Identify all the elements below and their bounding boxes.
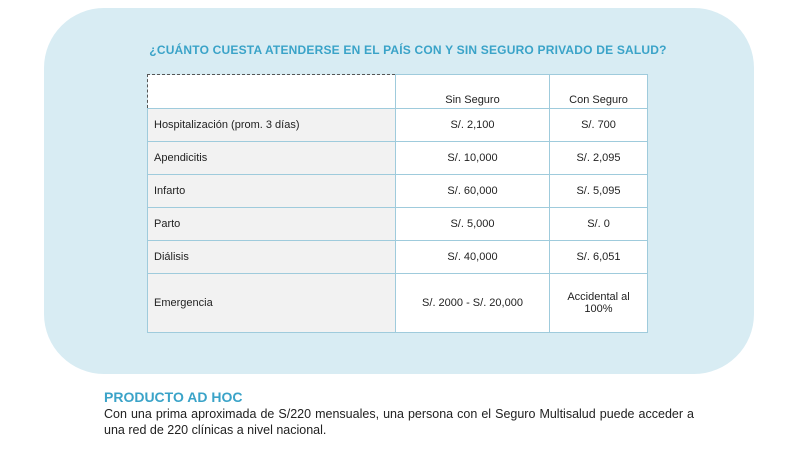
table-header-empty (148, 75, 396, 109)
row-label: Apendicitis (148, 142, 396, 175)
sin-seguro-cell: S/. 2,100 (396, 109, 550, 142)
con-seguro-cell: S/. 2,095 (550, 142, 648, 175)
table-header-sin-seguro: Sin Seguro (396, 75, 550, 109)
row-label: Infarto (148, 175, 396, 208)
con-seguro-cell: S/. 700 (550, 109, 648, 142)
table-row (148, 208, 648, 241)
table-row (148, 274, 648, 333)
row-label: Parto (148, 208, 396, 241)
sin-seguro-cell: S/. 40,000 (396, 241, 550, 274)
row-label: Diálisis (148, 241, 396, 274)
sin-seguro-cell: S/. 2000 - S/. 20,000 (396, 274, 550, 333)
product-description: Con una prima aproximada de S/220 mensuales, una persona con el Seguro Multisalud puede acceder a una red de 220 clínicas a nivel nacional. (104, 407, 694, 437)
table-header-row (148, 75, 648, 109)
con-seguro-cell: Accidental al 100% (550, 274, 648, 333)
con-seguro-cell: S/. 5,095 (550, 175, 648, 208)
row-label: Emergencia (148, 274, 396, 333)
sin-seguro-cell: S/. 60,000 (396, 175, 550, 208)
con-seguro-cell: S/. 0 (550, 208, 648, 241)
table-row (148, 175, 648, 208)
table-row (148, 142, 648, 175)
table-row (148, 241, 648, 274)
cost-table (147, 74, 648, 333)
panel-title: ¿CUÁNTO CUESTA ATENDERSE EN EL PAÍS CON Y SIN SEGURO PRIVADO DE SALUD? (149, 43, 667, 57)
table-row (148, 109, 648, 142)
table-header-con-seguro: Con Seguro (550, 75, 648, 109)
product-title: PRODUCTO AD HOC (104, 389, 243, 405)
sin-seguro-cell: S/. 10,000 (396, 142, 550, 175)
sin-seguro-cell: S/. 5,000 (396, 208, 550, 241)
row-label: Hospitalización (prom. 3 días) (148, 109, 396, 142)
con-seguro-cell: S/. 6,051 (550, 241, 648, 274)
